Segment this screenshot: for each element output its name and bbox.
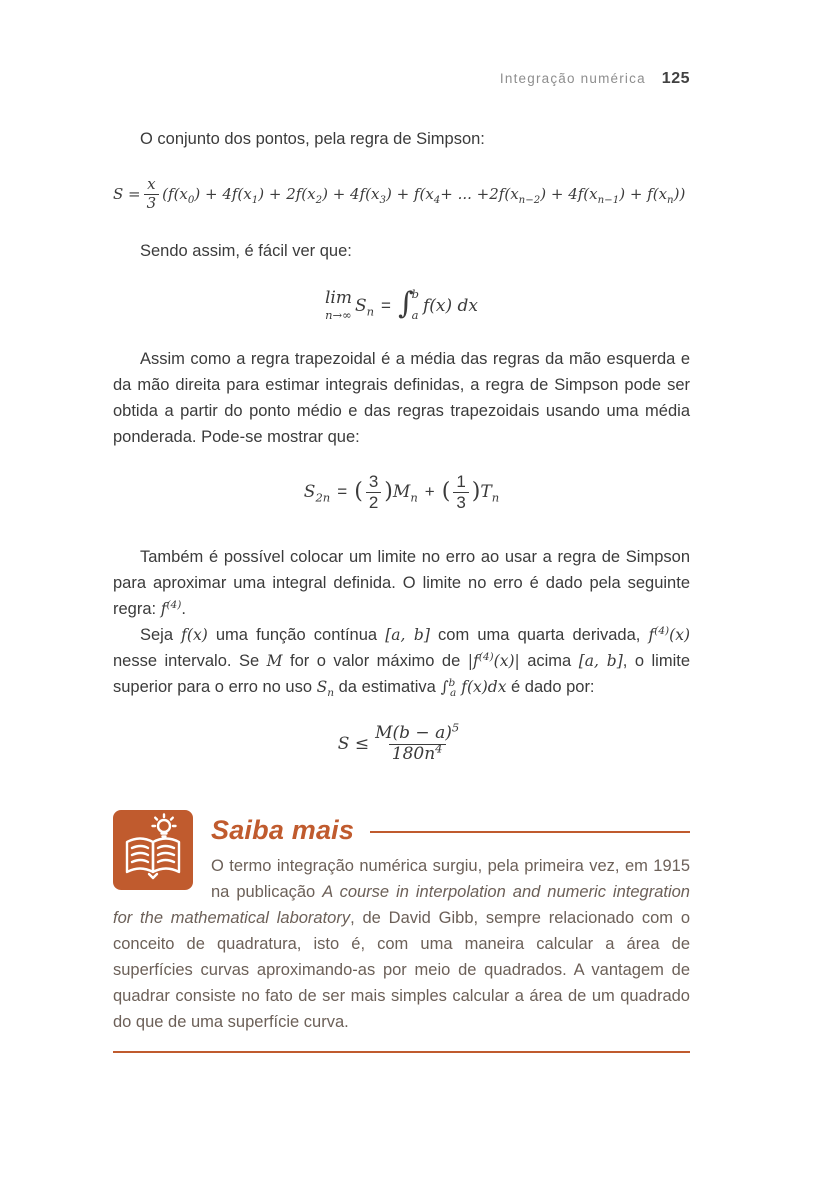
math-interval: [a, b] bbox=[385, 626, 430, 644]
limit-sn: $S_n$ bbox=[354, 296, 375, 319]
integral-upper-bound: b bbox=[411, 287, 419, 301]
integral-lower-bound: a bbox=[411, 307, 419, 322]
equals-sign: = bbox=[337, 482, 348, 501]
saiba-mais-box bbox=[113, 810, 690, 1053]
fraction-x-over-3 bbox=[144, 176, 160, 212]
fraction-denominator: 3 bbox=[144, 194, 160, 212]
paragraph-error-bound bbox=[113, 544, 690, 622]
lim-label: lim bbox=[324, 288, 352, 309]
text-segment: é dado por: bbox=[506, 678, 595, 696]
plus-sign: + bbox=[424, 482, 435, 501]
weighted-lhs: $S_{2n}$ bbox=[303, 482, 331, 505]
math-fx: f(x) bbox=[181, 626, 208, 644]
math-abs-f4x: $|f^{(4)}(x)|$ bbox=[467, 650, 520, 670]
math-f4x: $f^{(4)}(x)$ bbox=[648, 624, 691, 644]
lim-subscript: n→∞ bbox=[325, 308, 352, 323]
section-title: Integração numérica bbox=[499, 71, 646, 86]
close-paren: ) bbox=[384, 478, 393, 504]
error-lhs: S ≤ bbox=[337, 734, 370, 754]
fraction-3-over-2 bbox=[366, 472, 381, 512]
fraction-denominator: 3 bbox=[453, 492, 468, 513]
limit-operator bbox=[325, 290, 352, 322]
formula-limit-integral bbox=[113, 280, 690, 332]
open-paren: ( bbox=[441, 478, 451, 504]
book-title-italic: A course in interpolation and numeric integration for the mathematical laboratory bbox=[113, 883, 690, 927]
paragraph-sendo-assim: Sendo assim, é fácil ver que: bbox=[140, 242, 352, 260]
term-tn: $T_n$ bbox=[480, 482, 500, 505]
saiba-mais-title: Saiba mais bbox=[211, 814, 355, 845]
text-segment: . bbox=[181, 600, 186, 618]
formula-simpson-body: ($f(x_0) + 4f(x_1) + 2f(x_2) + 4f(x_3) + f(x_4+$ ... $+2f(x_{n-2}) + 4f(x_{n-1}) + f(x_n)$) bbox=[162, 185, 686, 206]
paragraph-intro: O conjunto dos pontos, pela regra de Simpson: bbox=[140, 130, 485, 148]
formula-simpson-lhs: S = bbox=[113, 185, 141, 203]
fraction-denominator: $180n^4$ bbox=[389, 744, 446, 765]
title-divider-line bbox=[370, 831, 690, 833]
text-segment: com uma quarta derivada, bbox=[429, 626, 649, 644]
open-paren: ( bbox=[354, 478, 363, 504]
math-interval: [a, b] bbox=[578, 652, 623, 670]
page-header bbox=[113, 70, 690, 92]
book-lightbulb-icon bbox=[113, 810, 193, 890]
math-f4: $f^{(4)}$ bbox=[160, 598, 182, 618]
fraction-denominator: 2 bbox=[366, 492, 381, 513]
page-number: 125 bbox=[661, 70, 690, 87]
text-segment: uma função contínua bbox=[207, 626, 386, 644]
math-sn: $S_n$ bbox=[316, 678, 335, 700]
saiba-mais-text bbox=[113, 853, 690, 1035]
paragraph-seja-fx bbox=[113, 622, 690, 700]
fraction-numerator: 3 bbox=[368, 471, 379, 491]
text-segment: da estimativa bbox=[334, 678, 441, 696]
text-segment: Seja bbox=[140, 626, 182, 644]
fraction-error bbox=[372, 720, 462, 764]
math-integral-fxdx: ∫$^b_a$ f(x)dx bbox=[440, 676, 507, 700]
saiba-mais-header bbox=[211, 810, 690, 850]
text-segment: for o valor máximo de bbox=[282, 652, 468, 670]
text-segment: O termo integração numérica surgiu, pela primeira vez, em 1915 na publicação bbox=[211, 857, 690, 901]
fraction-numerator: 1 bbox=[456, 471, 466, 491]
section-bottom-rule bbox=[113, 1051, 690, 1053]
integrand: f(x) dx bbox=[423, 296, 479, 316]
text-segment: nesse intervalo. Se bbox=[113, 652, 267, 670]
math-M: M bbox=[266, 652, 283, 670]
formula-simpson-rule bbox=[113, 168, 690, 220]
equals-sign: = bbox=[381, 296, 391, 315]
integral-sign: ∫ bbox=[397, 286, 414, 321]
formula-weighted-average bbox=[113, 466, 690, 518]
text-segment: , o limite superior para o erro no uso bbox=[113, 652, 690, 696]
term-mn: $M_n$ bbox=[392, 482, 418, 505]
text-segment: acima bbox=[519, 652, 579, 670]
fraction-numerator: $M(b - a)^5$ bbox=[375, 720, 460, 743]
formula-error-limit bbox=[113, 714, 690, 774]
text-segment: Também é possível colocar um limite no erro ao usar a regra de Simpson para aproximar uma integral definida. O limite no erro é dado pela seguinte regra: bbox=[113, 548, 690, 618]
close-paren: ) bbox=[471, 478, 481, 504]
fraction-1-over-3 bbox=[453, 472, 468, 512]
text-segment: , de David Gibb, sempre relacionado com o conceito de quadratura, isto é, com uma maneira calcular a área de superfícies curvas aproximando-as por meio de quadrados. A vantagem de quadrar consiste no fato de ser mais simples calcular a área de um quadrado do que de uma superfície curva. bbox=[113, 909, 690, 1031]
fraction-numerator: x bbox=[147, 175, 156, 194]
paragraph-trapezoidal: Assim como a regra trapezoidal é a média das regras da mão esquerda e da mão direita para estimar integrais definidas, a regra de Simpson pode ser obtida a partir do ponto médio e das regras trapezoidais usando uma média ponderada. Pode-se mostrar que: bbox=[113, 350, 690, 446]
